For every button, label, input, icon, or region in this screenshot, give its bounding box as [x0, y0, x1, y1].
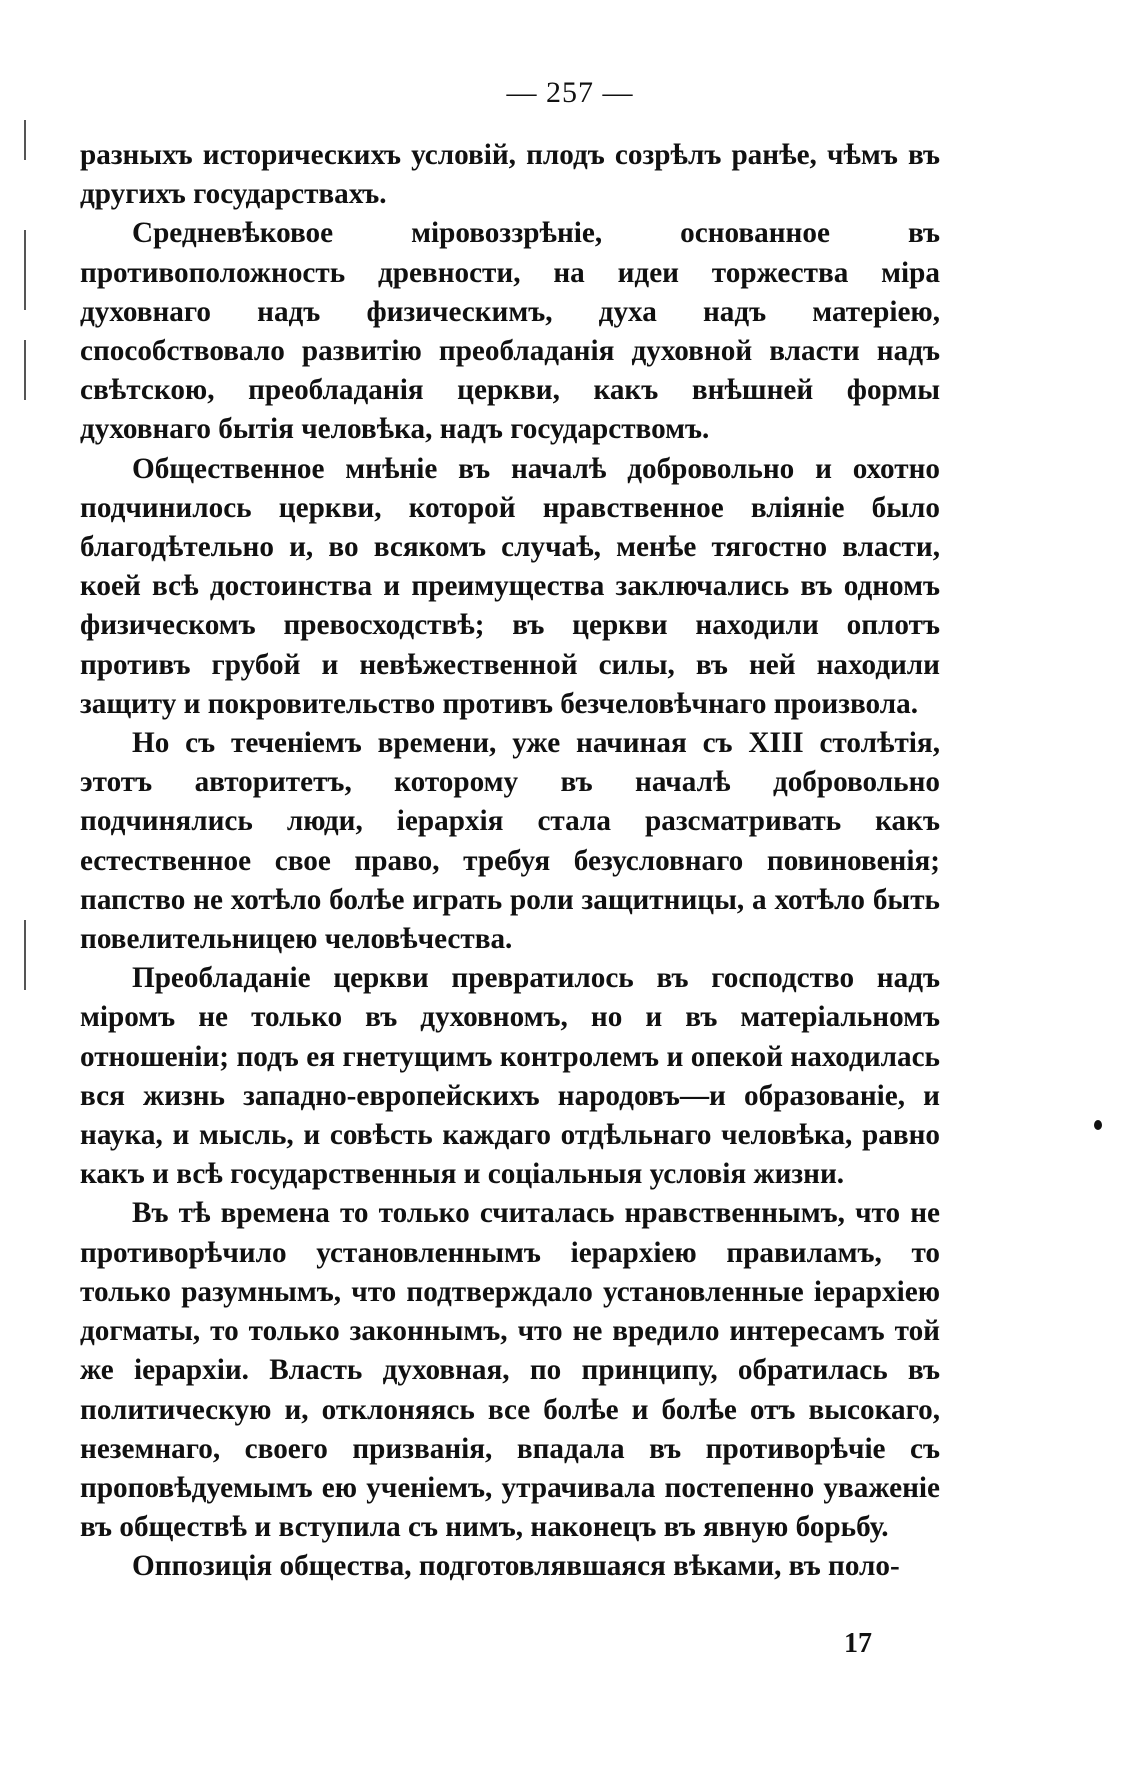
margin-scan-line [24, 120, 26, 160]
margin-scan-line [24, 920, 26, 990]
signature-mark: 17 [844, 1628, 872, 1659]
paragraph-last: Оппозиція общества, подготовлявшаяся вѣками, въ поло- [132, 1550, 900, 1583]
margin-scan-line [24, 230, 26, 310]
paragraph: Общественное мнѣніе въ началѣ добровольно и охотно подчинилось церкви, которой нравственное вліяніе было благодѣтельно и, во всякомъ случаѣ, менѣе тягостно власти, коей всѣ достоинства и преимущества заключались въ одномъ физическомъ превосходствѣ; въ церкви находили оплотъ противъ грубой и невѣжественной силы, въ ней находили защиту и покровительство противъ безчеловѣчнаго произвола. [80, 452, 940, 720]
scan-speck [1094, 1120, 1102, 1130]
page-number: — 257 — [506, 76, 634, 109]
paragraph: Въ тѣ времена то только считалась нравственнымъ, что не противорѣчило установленнымъ іерархіею правиламъ, то только разумнымъ, что подтверждало установленные іерархіею догматы, то только законнымъ, что не вредило интересамъ той же іерархіи. Власть духовная, по принципу, обратилась въ политическую и, отклоняясь все болѣе и болѣе отъ высокаго, неземнаго, своего призванія, впадала въ противорѣчіе съ проповѣдуемымъ ею ученіемъ, утрачивала постепенно уваженіе въ обществѣ и вступила съ нимъ, наконецъ въ явную борьбу. [80, 1197, 940, 1544]
body-text [80, 136, 940, 1587]
margin-scan-line [24, 340, 26, 400]
paragraph-continuation: разныхъ историческихъ условій, плодъ созрѣлъ ранѣе, чѣмъ въ другихъ государствахъ. [80, 139, 940, 211]
paragraph: Средневѣковое міровоззрѣніе, основанное въ противоположность древности, на идеи торжества міра духовнаго надъ физическимъ, духа надъ матеріею, способствовало развитію преобладанія духовной власти надъ свѣтскою, преобладанія церкви, какъ внѣшней формы духовнаго бытія человѣка, надъ государствомъ. [80, 217, 940, 446]
paragraph: Преобладаніе церкви превратилось въ господство надъ міромъ не только въ духовномъ, но и въ матеріальномъ отношеніи; подъ ея гнетущимъ контролемъ и опекой находилась вся жизнь западно-европейскихъ народовъ—и образованіе, и наука, и мысль, и совѣсть каждаго отдѣльнаго человѣка, равно какъ и всѣ государственныя и соціальныя условія жизни. [80, 962, 940, 1191]
paragraph: Но съ теченіемъ времени, уже начиная съ XIII столѣтія, этотъ авторитетъ, которому въ началѣ добровольно подчинялись люди, іерархія стала разсматривать какъ естественное свое право, требуя безусловнаго повиновенія; папство не хотѣло болѣе играть роли защитницы, а хотѣло быть повелительницею человѣчества. [80, 727, 940, 956]
